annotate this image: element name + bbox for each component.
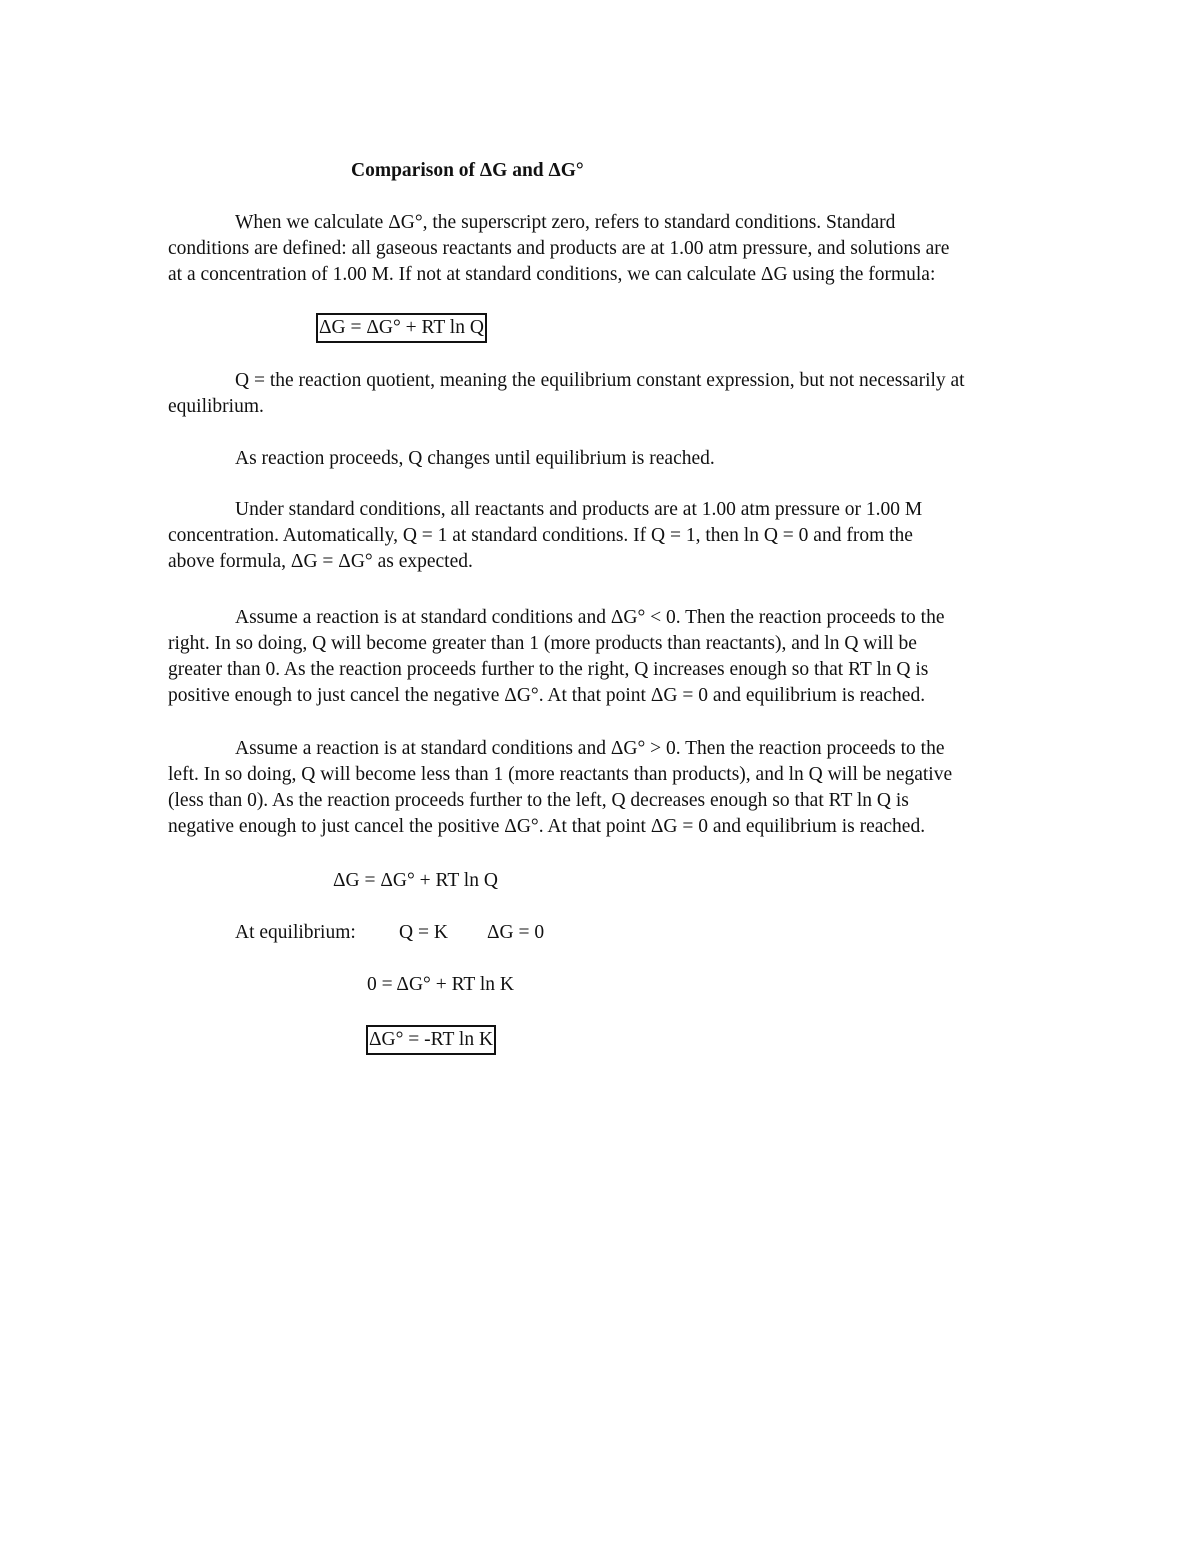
para5-line1: Assume a reaction is at standard conditions and ΔG° < 0. Then the reaction proceeds to the bbox=[235, 607, 945, 628]
para5-line3: greater than 0. As the reaction proceeds further to the right, Q increases enough so that RT ln Q is bbox=[168, 659, 929, 680]
formula-zero-equals: 0 = ΔG° + RT ln K bbox=[367, 974, 514, 995]
formula-delta-g-plain: ΔG = ΔG° + RT ln Q bbox=[333, 870, 498, 891]
page-title: Comparison of ΔG and ΔG° bbox=[351, 160, 584, 181]
para2-line2: equilibrium. bbox=[168, 396, 264, 417]
para3-line1: As reaction proceeds, Q changes until equilibrium is reached. bbox=[235, 448, 715, 469]
para1-line2: conditions are defined: all gaseous reactants and products are at 1.00 atm pressure, and solutions are bbox=[168, 238, 950, 259]
equilibrium-delta-g-zero: ΔG = 0 bbox=[487, 922, 545, 943]
para2-line1: Q = the reaction quotient, meaning the equilibrium constant expression, but not necessarily at bbox=[235, 370, 965, 391]
para4-line3: above formula, ΔG = ΔG° as expected. bbox=[168, 551, 473, 572]
para5-line2: right. In so doing, Q will become greater than 1 (more products than reactants), and ln Q will be bbox=[168, 633, 917, 654]
para5-line4: positive enough to just cancel the negative ΔG°. At that point ΔG = 0 and equilibrium is reached. bbox=[168, 685, 926, 706]
para1-line1: When we calculate ΔG°, the superscript zero, refers to standard conditions. Standard bbox=[235, 212, 896, 233]
para1-line3: at a concentration of 1.00 M. If not at standard conditions, we can calculate ΔG using the formula: bbox=[168, 264, 936, 285]
para6-line4: negative enough to just cancel the positive ΔG°. At that point ΔG = 0 and equilibrium is reached. bbox=[168, 816, 926, 837]
para6-line1: Assume a reaction is at standard conditions and ΔG° > 0. Then the reaction proceeds to the bbox=[235, 738, 945, 759]
formula-delta-g-box: ΔG = ΔG° + RT ln Q bbox=[316, 313, 487, 343]
formula-delta-g-standard-box: ΔG° = -RT ln K bbox=[366, 1025, 496, 1055]
equilibrium-q-equals-k: Q = K bbox=[399, 922, 448, 943]
para6-line2: left. In so doing, Q will become less than 1 (more reactants than products), and ln Q will be negative bbox=[168, 764, 953, 785]
equilibrium-label: At equilibrium: bbox=[235, 922, 356, 943]
para4-line1: Under standard conditions, all reactants and products are at 1.00 atm pressure or 1.00 M bbox=[235, 499, 923, 520]
para4-line2: concentration. Automatically, Q = 1 at standard conditions. If Q = 1, then ln Q = 0 and from the bbox=[168, 525, 913, 546]
para6-line3: (less than 0). As the reaction proceeds further to the left, Q decreases enough so that RT ln Q is bbox=[168, 790, 909, 811]
